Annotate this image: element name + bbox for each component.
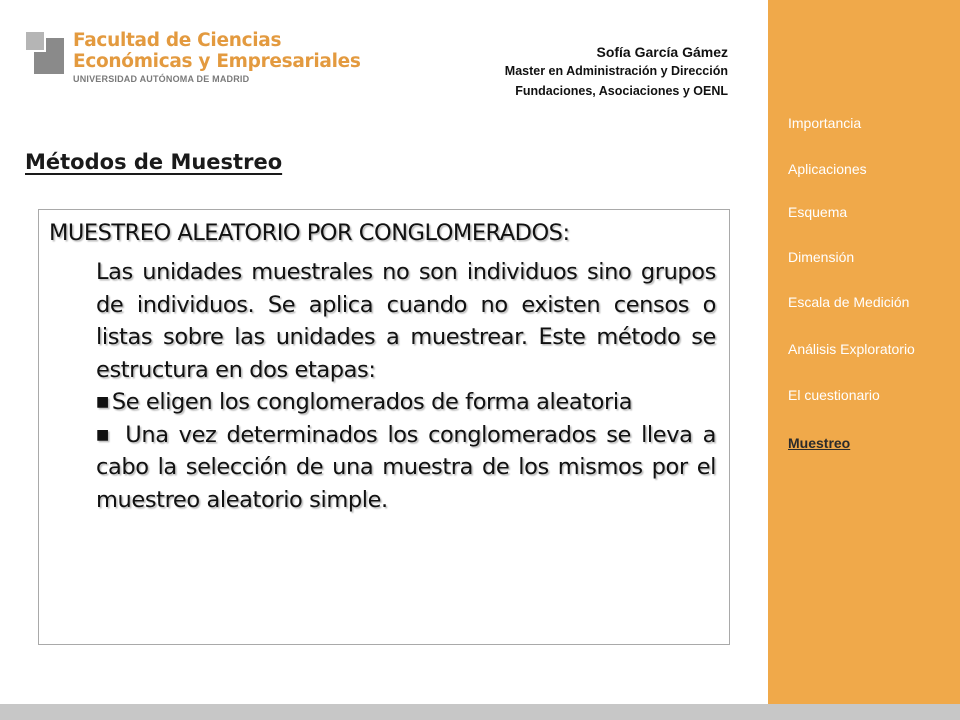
content-paragraph: Las unidades muestrales no son individuos sino grupos de individuos. Se aplica cuando no existen censos o listas sobre las unidades a muestrear. Este método se estructura en dos etapas: — [96, 259, 716, 383]
sidebar-item-esquema[interactable]: Esquema — [788, 204, 848, 220]
bullet-item — [96, 386, 716, 419]
faculty-logo — [24, 30, 361, 90]
logo-faculty-line1: Facultad de Ciencias — [73, 30, 282, 51]
content-heading: MUESTREO ALEATORIO POR CONGLOMERADOS: — [49, 220, 570, 246]
author-program: Master en Administración y Dirección — [504, 64, 728, 78]
sidebar-nav — [768, 0, 960, 720]
bullet-text: Se eligen los conglomerados de forma aleatoria — [111, 389, 633, 415]
sidebar-item-escala-de-medicion[interactable]: Escala de Medición — [788, 294, 910, 310]
sidebar-item-el-cuestionario[interactable]: El cuestionario — [788, 387, 880, 403]
section-title: Métodos de Muestreo — [25, 150, 283, 174]
content-body — [96, 256, 716, 516]
logo-university: UNIVERSIDAD AUTÓNOMA DE MADRID — [73, 74, 250, 84]
square-bullet-icon: ■ — [96, 394, 109, 410]
sidebar-item-dimension[interactable]: Dimensión — [788, 249, 855, 265]
sidebar-item-analisis-exploratorio[interactable]: Análisis Exploratorio — [788, 341, 915, 357]
sidebar-item-muestreo[interactable]: Muestreo — [788, 435, 851, 451]
sidebar-item-importancia[interactable]: Importancia — [788, 115, 862, 131]
bullet-text: Una vez determinados los conglomerados se lleva a cabo la selección de una muestra de los mismos por el muestreo aleatorio simple. — [96, 421, 716, 513]
author-program-detail: Fundaciones, Asociaciones y OENL — [515, 84, 728, 98]
author-name: Sofía García Gámez — [596, 44, 728, 60]
logo-mark-icon — [24, 30, 64, 76]
footer-bar — [0, 704, 960, 720]
sidebar-item-aplicaciones[interactable]: Aplicaciones — [788, 161, 867, 177]
square-bullet-icon: ■ — [96, 426, 113, 443]
author-block — [505, 44, 728, 101]
logo-faculty-line2: Económicas y Empresariales — [73, 51, 361, 72]
bullet-item — [96, 419, 716, 517]
content-box — [38, 209, 730, 645]
